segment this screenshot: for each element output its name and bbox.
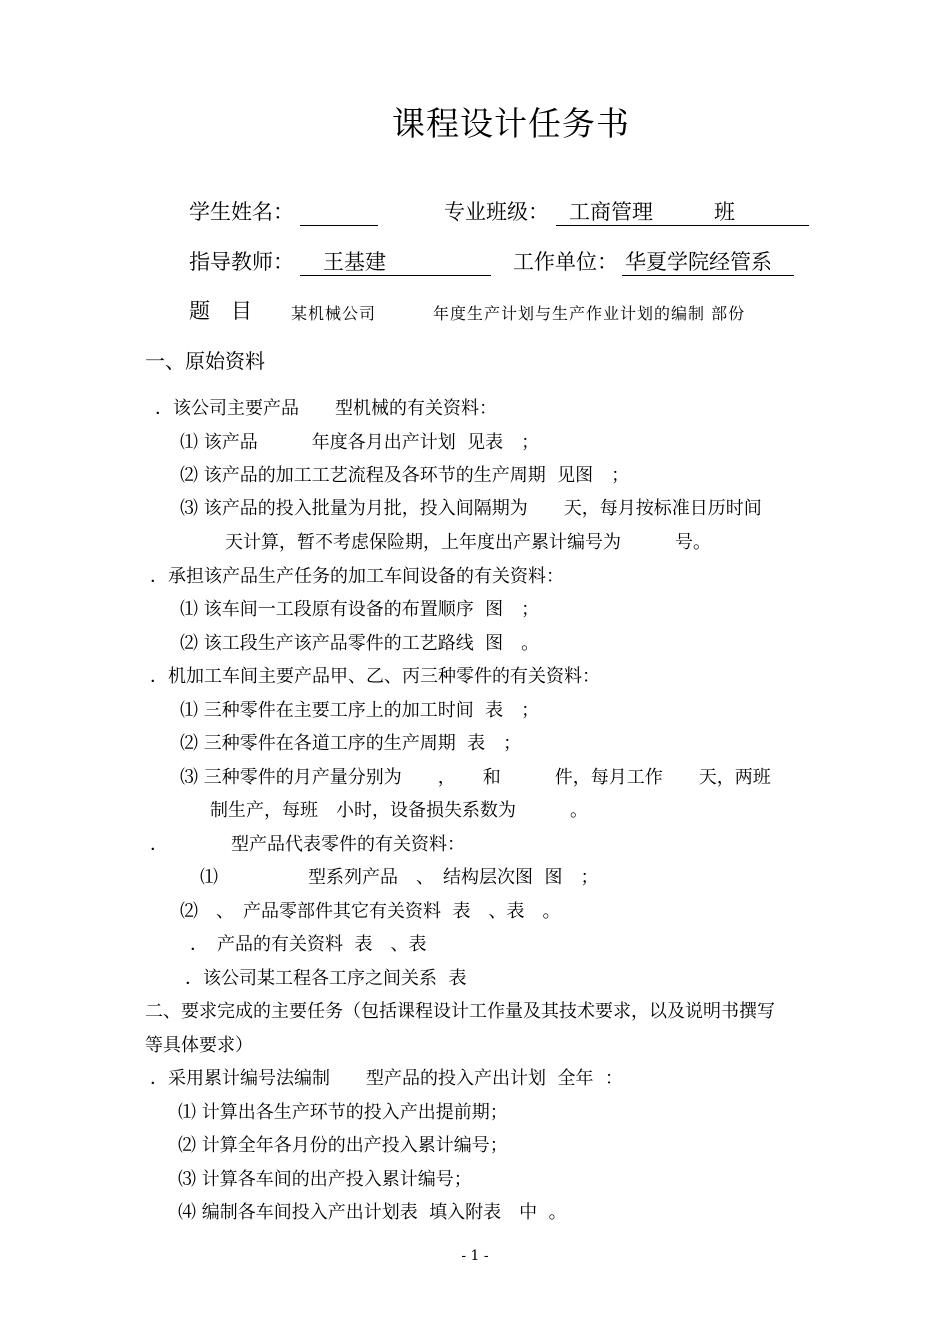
section1-line: ⑵ 该产品的加工工艺流程及各环节的生产周期 见图 ； xyxy=(180,465,630,486)
section1-line: ⑴ 该车间一工段原有设备的布置顺序 图 ； xyxy=(180,599,540,620)
unit-value: 华夏学院经管系 xyxy=(625,250,772,274)
section2-line: ⑶ 计算各车间的出产投入累计编号； xyxy=(178,1169,472,1190)
section2-line: ⑷ 编制各车间投入产出计划表 填入附表 中 。 xyxy=(178,1202,567,1223)
subject-part2: 年度生产计划与生产作业计划的编制 部份 xyxy=(433,304,746,323)
section1-line: ⑴ 该产品 年度各月出产计划 见表 ； xyxy=(180,432,540,453)
section1-line: ．机加工车间主要产品甲、乙、丙三种零件的有关资料： xyxy=(150,666,600,687)
section1-line: ⑵ 、 产品零部件其它有关资料 表 、表 。 xyxy=(180,901,561,922)
student-name-label: 学生姓名： xyxy=(189,200,294,224)
section1-line: ⑴ 型系列产品 、 结构层次图 图 ； xyxy=(200,867,599,888)
section2-heading: 二、要求完成的主要任务（包括课程设计工作量及其技术要求，以及说明书撰写 xyxy=(145,1001,775,1022)
section2-line: ⑵ 计算全年各月份的出产投入累计编号； xyxy=(178,1135,508,1156)
class-label: 专业班级： xyxy=(444,200,549,224)
section1-line: ． 产品的有关资料 表 、表 xyxy=(190,934,427,955)
class-major: 工商管理 xyxy=(569,200,653,224)
document-title: 课程设计任务书 xyxy=(392,104,630,143)
page-number: - 1 - xyxy=(461,1248,489,1264)
class-underline xyxy=(556,225,809,226)
section1-line: ． 型产品代表零件的有关资料： xyxy=(150,834,465,855)
teacher-underline xyxy=(300,275,491,276)
subject-part1: 某机械公司 xyxy=(291,304,377,323)
teacher-label: 指导教师： xyxy=(189,250,294,274)
section2-line: ．采用累计编号法编制 型产品的投入产出计划 全年 ： xyxy=(150,1068,623,1089)
section1-line: ．承担该产品生产任务的加工车间设备的有关资料： xyxy=(150,566,564,587)
section1-line: ⑵ 该工段生产该产品零件的工艺路线 图 。 xyxy=(180,633,540,654)
section1-line: 制生产，每班 小时，设备损失系数为 。 xyxy=(210,800,588,821)
unit-label: 工作单位： xyxy=(513,250,618,274)
section1-line: ．该公司主要产品 型机械的有关资料： xyxy=(155,398,497,419)
section1-line: ⑴ 三种零件在主要工序上的加工时间 表 ； xyxy=(180,700,540,721)
teacher-value: 王基建 xyxy=(323,250,386,274)
section1-line: ⑵ 三种零件在各道工序的生产周期 表 ； xyxy=(180,733,522,754)
student-name-underline xyxy=(300,225,378,226)
class-suffix: 班 xyxy=(714,200,735,224)
section2-heading-cont: 等具体要求） xyxy=(145,1035,253,1056)
section1-line: ．该公司某工程各工序之间关系 表 xyxy=(185,968,467,989)
section2-line: ⑴ 计算出各生产环节的投入产出提前期； xyxy=(178,1102,508,1123)
section1-line: ⑶ 该产品的投入批量为月批，投入间隔期为 天，每月按标准日历时间 xyxy=(180,498,762,519)
section1-line: ⑶ 三种零件的月产量分别为 ， 和 件，每月工作 天，两班 xyxy=(180,767,771,788)
unit-underline xyxy=(622,275,794,276)
subject-label: 题 目 xyxy=(189,299,252,323)
section1-line: 天计算，暂不考虑保险期，上年度出产累计编号为 号。 xyxy=(225,532,711,553)
section1-heading: 一、原始资料 xyxy=(145,349,265,373)
